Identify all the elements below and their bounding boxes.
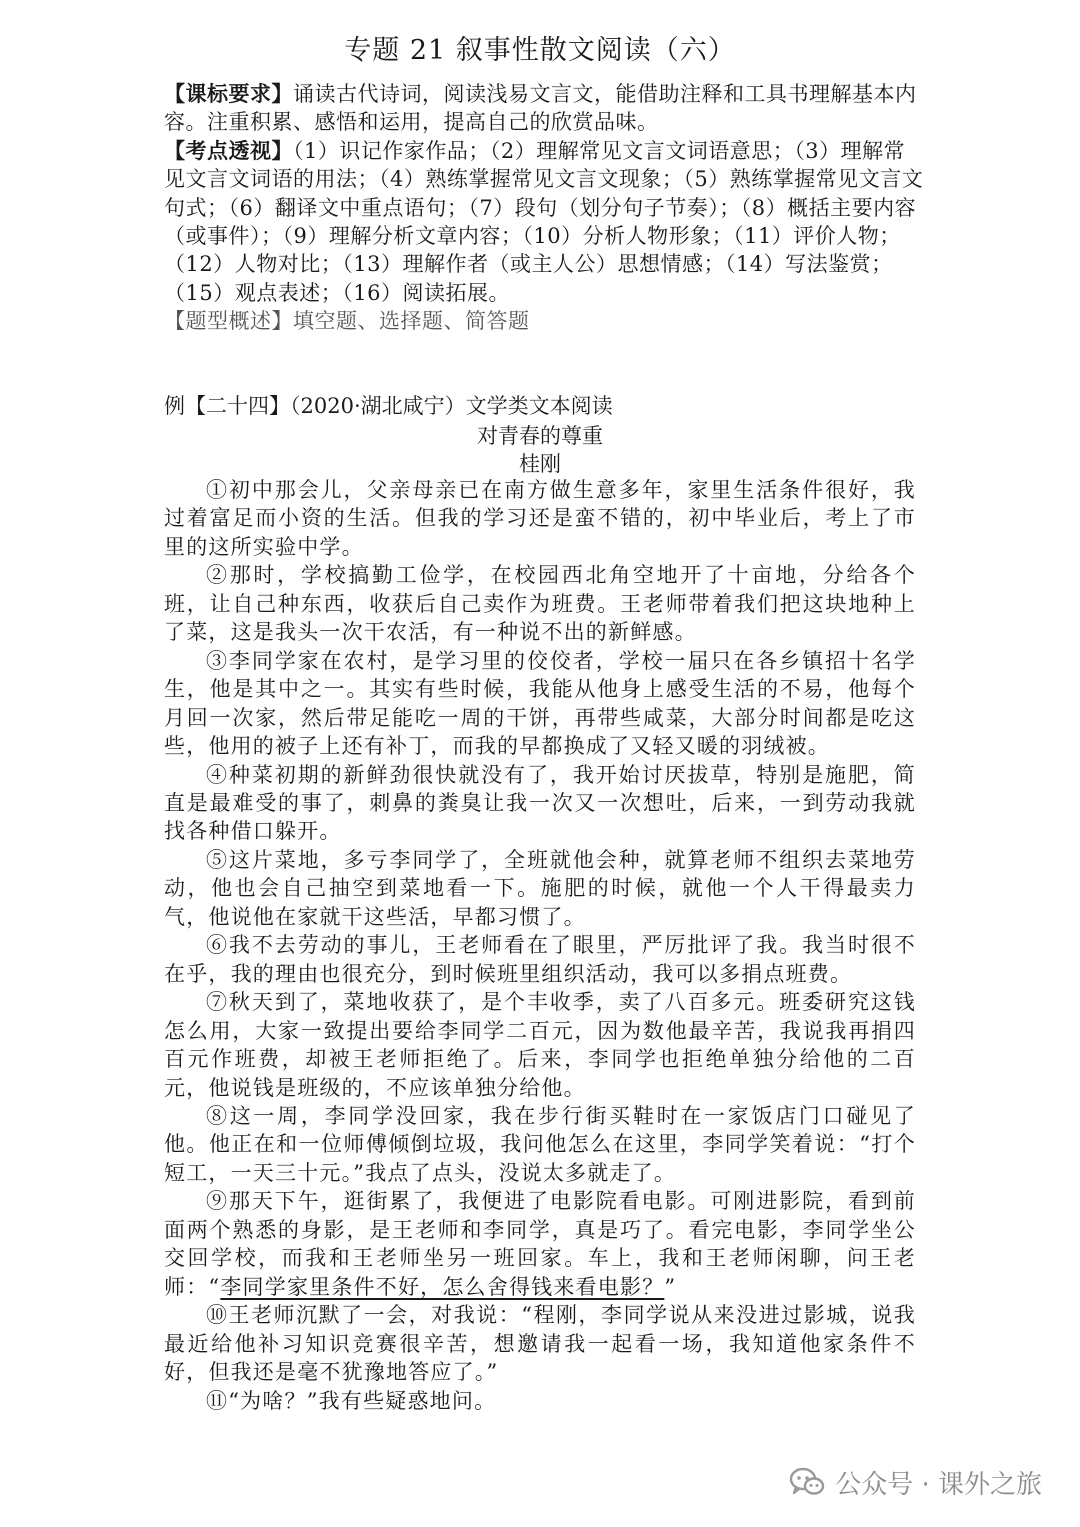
question-types-block [164, 307, 924, 335]
underlined-sentence: 李同学家里条件不好，怎么舍得钱来看电影？ [220, 1274, 665, 1299]
paragraph: ⑩王老师沉默了一会，对我说：“程刚，李同学说从来没进过影城，说我最近给他补习知识竞赛很辛苦，想邀请我一起看一场，我知道他家条件不好，但我还是毫不犹豫地答应了。” [164, 1303, 916, 1385]
paragraph: ⑥我不去劳动的事儿，王老师看在了眼里，严厉批评了我。我当时很不在乎，我的理由也很充分，到时候班里组织活动，我可以多捐点班费。 [164, 933, 916, 986]
exam-points-text: （1）识记作家作品；（2）理解常见文言文词语意思；（3）理解常见文言文词语的用法；（4）熟练掌握常见文言文现象；（5）熟练掌握常见文言文句式；（6）翻译文中重点语句；（7）段句（划分句子节奏）；（8）概括主要内容（或事件）；（9）理解分析文章内容；（10）分析人物形象；（11）评价人物；（12）人物对比；（13）理解作者（或主人公）思想情感；（14）写法鉴赏；（15）观点表述；（16）阅读拓展。 [164, 138, 924, 305]
paragraph-9 [164, 1187, 916, 1301]
paragraph: ⑪“为啥？”我有些疑惑地问。 [206, 1388, 497, 1413]
paragraph: ⑦秋天到了，菜地收获了，是个丰收季，卖了八百多元。班委研究这钱怎么用，大家一致提出要给李同学二百元，因为数他最辛苦，我说我再捐四百元作班费，却被王老师拒绝了。后来，李同学也拒绝单独分给他的二百元，他说钱是班级的，不应该单独分给他。 [164, 990, 916, 1100]
watermark-text: 公众号 · 课外之旅 [835, 1469, 1042, 1500]
exam-points-label: 【考点透视】 [164, 137, 293, 163]
paragraph: ②那时，学校搞勤工俭学，在校园西北角空地开了十亩地，分给各个班，让自己种东西，收获后自己卖作为班费。王老师带着我们把这块地种上了菜，这是我头一次干农活，有一种说不出的新鲜感。 [164, 563, 916, 645]
page-title: 专题 21 叙事性散文阅读（六） [344, 35, 736, 66]
paragraph: ⑤这片菜地，多亏李同学了，全班就他会种，就算老师不组织去菜地劳动，他也会自己抽空到菜地看一下。施肥的时候，就他一个人干得最卖力气，他说他在家就干这些活，早都习惯了。 [164, 847, 916, 929]
paragraph: ⑧这一周，李同学没回家，我在步行街买鞋时在一家饭店门口碰见了他。他正在和一位师傅倾倒垃圾，我问他怎么在这里，李同学笑着说：“打个短工，一天三十元。”我点了点头，没说太多就走了。 [164, 1103, 916, 1185]
paragraph: ③李同学家在农村，是学习里的佼佼者，学校一届只在各乡镇招十名学生，他是其中之一。其实有些时候，我能从他身上感受生活的不易，他每个月回一次家，然后带足能吃一周的干饼，再带些咸菜，大部分时间都是吃这些，他用的被子上还有补丁，而我的早都换成了又轻又暖的羽绒被。 [164, 648, 916, 759]
paragraph: ①初中那会儿，父亲母亲已在南方做生意多年，家里生活条件很好，我过着富足而小资的生活。但我的学习还是蛮不错的，初中毕业后，考上了市里的这所实验中学。 [164, 478, 916, 559]
example-heading: 例【二十四】（2020·湖北咸宁）文学类文本阅读 [164, 394, 613, 418]
article-author: 桂刚 [519, 452, 561, 476]
watermark [789, 1462, 1042, 1502]
question-types-text: 填空题、选择题、简答题 [293, 309, 530, 334]
paragraph-9-text: ⑨那天下午，逛街累了，我便进了电影院看电影。可刚进影院，看到前面两个熟悉的身影，是王老师和李同学，真是巧了。看完电影，李同学坐公交回学校，而我和王老师坐另一班回家。车上，我和王老师闲聊，问王老师：“ [164, 1189, 916, 1299]
question-types-label: 【题型概述】 [164, 309, 293, 334]
requirements-label: 【课标要求】 [164, 81, 293, 106]
paragraph-9-end: ” [664, 1274, 677, 1299]
requirements-block [164, 80, 924, 137]
paragraph: ④种菜初期的新鲜劲很快就没有了，我开始讨厌拔草，特别是施肥，简直是最难受的事了，刺鼻的粪臭让我一次又一次想吐，后来，一到劳动我就找各种借口躲开。 [164, 762, 916, 844]
exam-points-block [164, 137, 924, 307]
requirements-text: 诵读古代诗词，阅读浅易文言文，能借助注释和工具书理解基本内容。注重积累、感悟和运用，提高自己的欣赏品味。 [164, 82, 917, 135]
article-title: 对青春的尊重 [477, 424, 603, 448]
wechat-icon [789, 1467, 825, 1497]
topic-meta [164, 80, 924, 336]
article-body [164, 476, 916, 1415]
